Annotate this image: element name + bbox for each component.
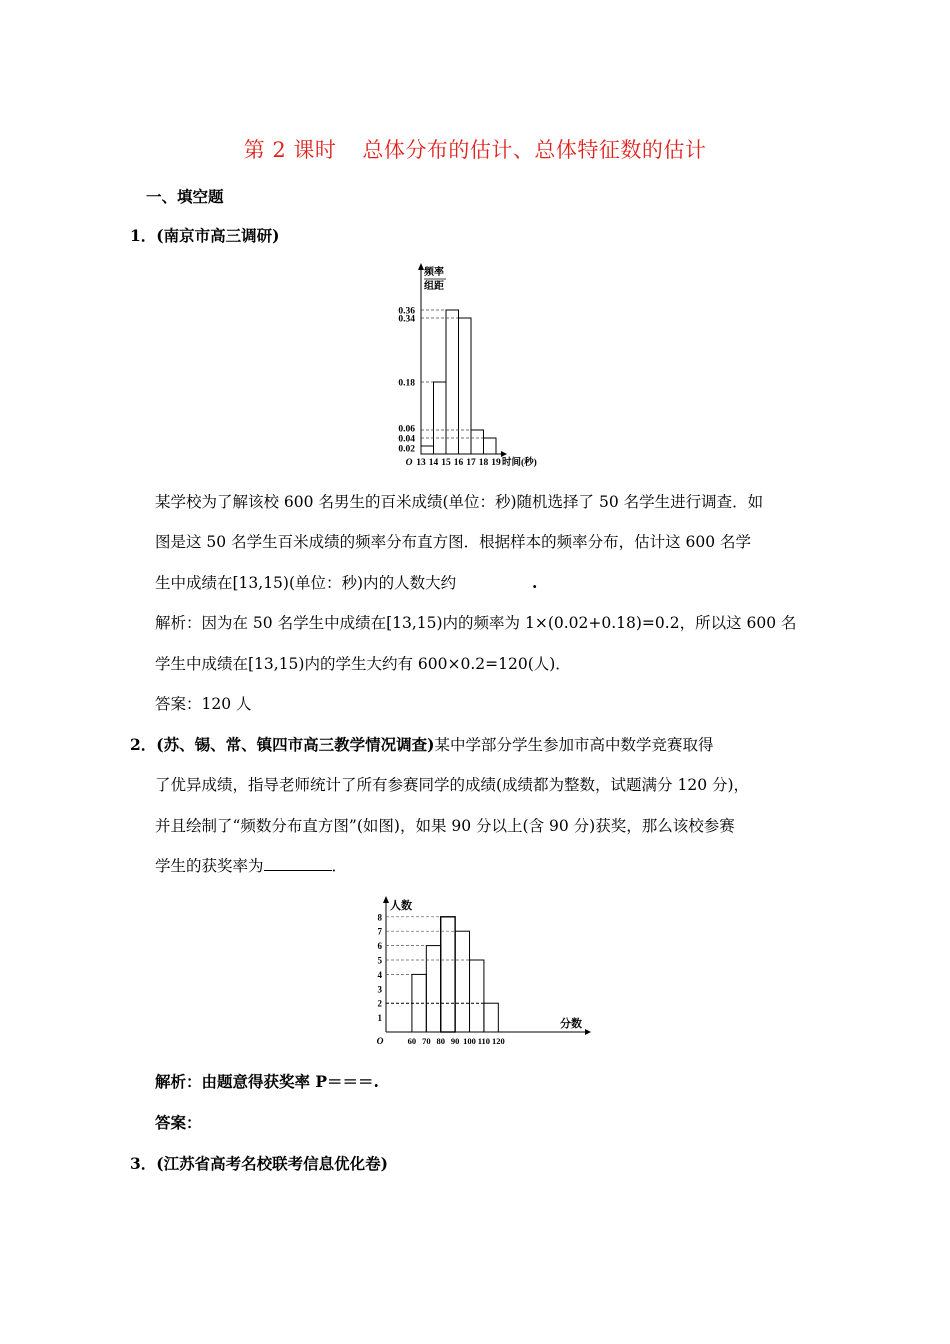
histogram-bar	[471, 430, 484, 454]
x-tick-label: 14	[428, 458, 439, 468]
q2-line-1	[130, 734, 713, 756]
y-tick-label: 6	[377, 941, 382, 952]
y-tick-label: 8	[377, 912, 382, 923]
section-heading: 一、填空题	[146, 187, 224, 206]
histogram-bar	[446, 310, 459, 454]
y-tick-label: 7	[377, 926, 382, 937]
x-tick-label: 17	[466, 458, 476, 468]
q1-number: 1．	[130, 226, 157, 245]
histogram-running-times	[380, 262, 580, 474]
q1-header	[130, 225, 279, 247]
q2-line4-after: ．	[331, 857, 348, 875]
histogram-scores	[368, 895, 593, 1047]
title-part1: 第 2 课时	[243, 138, 337, 162]
x-tick-label: 19	[491, 458, 501, 468]
x-axis-label: 时间(秒)	[502, 458, 537, 468]
x-axis-arrow	[585, 1029, 591, 1035]
x-tick-label: 90	[450, 1036, 460, 1046]
q1-analysis-1: 解析：因为在 50 名学生中成绩在[13,15)内的频率为 1×(0.02+0.18)=0.2，所以这 600 名	[155, 614, 797, 632]
y-tick-label: 5	[377, 955, 382, 966]
q1-line-1: 某学校为了解该校 600 名男生的百米成绩(单位：秒)随机选择了 50 名学生进行调查．如	[155, 493, 764, 511]
q2-line4-before: 学生的获奖率为	[155, 857, 264, 875]
q2-analysis: 解析：由题意得获奖率 P＝＝＝.	[155, 1072, 379, 1091]
q2-answer: 答案：	[155, 1113, 202, 1132]
q2-line-2: 了优异成绩，指导老师统计了所有参赛同学的成绩(成绩都为整数，试题满分 120 分)，	[155, 776, 750, 794]
histogram-bar	[470, 960, 484, 1032]
histogram-bar	[421, 446, 434, 454]
histogram-bar	[455, 931, 469, 1032]
x-tick-label: 70	[422, 1036, 431, 1046]
page-title	[0, 134, 950, 164]
x-tick-label: 13	[416, 458, 426, 468]
y-tick-label: 0.02	[398, 444, 415, 455]
y-tick-label: 2	[377, 998, 382, 1009]
y-axis-label-line1: 频率	[424, 267, 444, 278]
x-tick-label: 110	[477, 1036, 491, 1046]
q1-period: .	[532, 573, 538, 592]
x-tick-label: 60	[407, 1036, 417, 1046]
answer-blank	[264, 856, 332, 871]
q2-line-3: 并且绘制了“频数分布直方图”(如图)，如果 90 分以上(含 90 分)获奖，那么该校参赛	[155, 817, 735, 835]
q1-answer: 答案：120 人	[155, 695, 252, 713]
q3-source: (江苏省高考名校联考信息优化卷)	[156, 1154, 388, 1173]
x-tick-label: 80	[436, 1036, 445, 1046]
y-tick-label: 4	[377, 969, 382, 980]
y-axis-arrow	[383, 896, 389, 903]
q2-line-4	[155, 855, 347, 877]
q3-number: 3．	[130, 1154, 157, 1173]
histogram-bar	[412, 974, 426, 1032]
y-tick-label: 0.06	[398, 424, 415, 435]
histogram-bar	[459, 318, 472, 454]
q3-header	[130, 1153, 388, 1175]
y-tick-label: 0.34	[398, 314, 415, 325]
q1-line-3: 生中成绩在[13,15)(单位：秒)内的人数大约	[155, 574, 457, 592]
histogram-bar	[484, 438, 497, 454]
y-axis-label-line2: 组距	[424, 281, 444, 292]
histogram-bar	[441, 917, 455, 1032]
y-tick-label: 1	[377, 1013, 382, 1024]
origin-label: O	[376, 1037, 384, 1047]
x-tick-label: 18	[478, 458, 489, 468]
x-tick-label: 120	[491, 1036, 505, 1046]
x-axis-label: 分数	[560, 1018, 582, 1030]
y-tick-label: 0.36	[398, 306, 415, 317]
x-tick-label: 16	[453, 458, 464, 468]
x-tick-label: 100	[463, 1036, 476, 1046]
title-part2: 总体分布的估计、总体特征数的估计	[362, 138, 707, 162]
y-tick-label: 3	[377, 984, 382, 995]
y-tick-label: 0.18	[398, 378, 415, 389]
q1-source: (南京市高三调研)	[156, 226, 280, 245]
histogram-bar	[434, 382, 447, 454]
histogram-bar	[426, 946, 440, 1032]
x-tick-label: 15	[441, 458, 451, 468]
q1-analysis-2: 学生中成绩在[13,15)内的学生大约有 600×0.2=120(人)．	[155, 655, 571, 673]
q1-line-2: 图是这 50 名学生百米成绩的频率分布直方图．根据样本的频率分布，估计这 600 名学	[155, 533, 752, 551]
q2-line1-rest: 某中学部分学生参加市高中数学竞赛取得	[434, 736, 714, 754]
y-axis-label: 人数	[390, 900, 412, 912]
q2-number: 2．	[130, 735, 157, 754]
q2-source: (苏、锡、常、镇四市高三教学情况调查)	[156, 735, 435, 754]
histogram-bar	[484, 1003, 498, 1032]
y-tick-label: 0.04	[398, 434, 415, 445]
x-axis-arrow	[501, 451, 507, 457]
origin-label: O	[405, 458, 413, 468]
